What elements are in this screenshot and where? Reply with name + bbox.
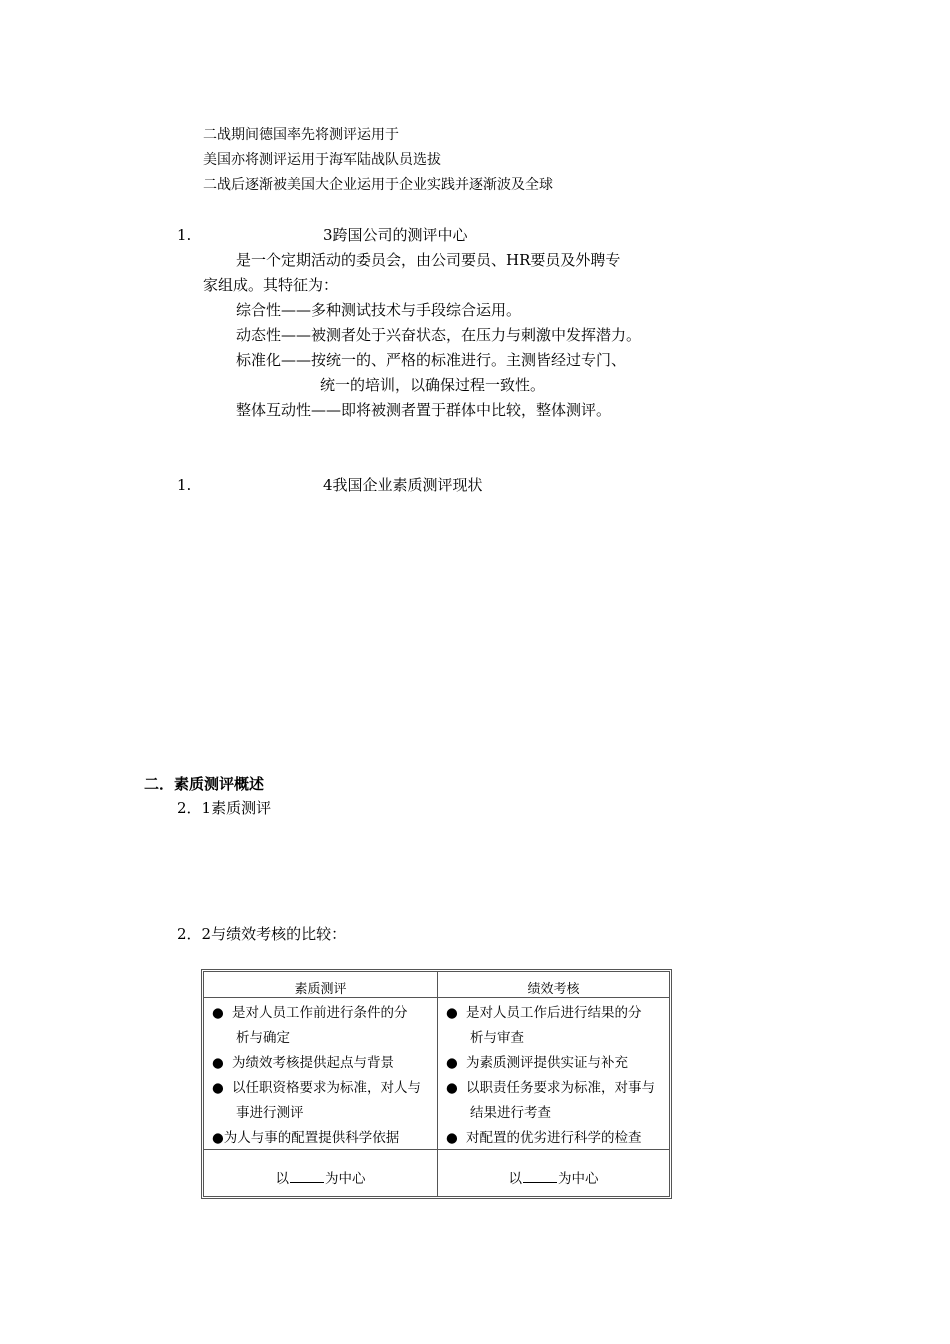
right-row-3 xyxy=(446,1082,655,1096)
left-row-1 xyxy=(212,1007,408,1021)
section-2-heading: 二．素质测评概述 xyxy=(144,775,265,793)
feature-comprehensive: 综合性——多种测试技术与手段综合运用。 xyxy=(236,301,522,319)
left-row-2 xyxy=(212,1057,394,1071)
left-row-3-text: 以任职资格要求为标准，对人与 xyxy=(232,1080,421,1096)
table-footer-divider xyxy=(204,1149,669,1150)
history-line-1: 二战期间德国率先将测评运用于 xyxy=(203,127,399,143)
right-row-2-text: 为素质测评提供实证与补充 xyxy=(466,1055,628,1071)
left-row-2-text: 为绩效考核提供起点与背景 xyxy=(232,1055,394,1071)
section-1-3-number: 1. xyxy=(177,226,192,244)
section-2-2-title: 2．2与绩效考核的比较： xyxy=(177,925,347,943)
left-row-1-text: 是对人员工作前进行条件的分 xyxy=(232,1005,408,1021)
bullet-icon: ● xyxy=(212,1080,224,1096)
bullet-icon: ● xyxy=(212,1005,224,1021)
section-1-4-title: 4我国企业素质测评现状 xyxy=(323,476,483,494)
footer-suffix: 为中心 xyxy=(325,1171,366,1187)
left-row-3-cont: 事进行测评 xyxy=(236,1105,304,1121)
left-row-3 xyxy=(212,1082,421,1096)
bullet-icon: ● xyxy=(446,1080,458,1096)
left-row-4 xyxy=(212,1132,399,1146)
section-2-1-title: 2．1素质测评 xyxy=(177,799,272,817)
table-header-divider xyxy=(204,997,669,998)
bullet-icon: ● xyxy=(212,1130,224,1146)
right-footer-fill-blank xyxy=(437,1167,670,1187)
blank-underline xyxy=(523,1171,557,1183)
right-row-4 xyxy=(446,1132,642,1146)
section-1-3-desc-line-1: 是一个定期活动的委员会，由公司要员、HR要员及外聘专 xyxy=(236,251,621,269)
bullet-icon: ● xyxy=(212,1055,224,1071)
left-row-1-cont: 析与确定 xyxy=(236,1030,290,1046)
feature-standardized-line-1: 标准化——按统一的、严格的标准进行。主测皆经过专门、 xyxy=(236,351,627,369)
left-footer-fill-blank xyxy=(204,1167,437,1187)
feature-dynamic: 动态性——被测者处于兴奋状态，在压力与刺激中发挥潜力。 xyxy=(236,326,642,344)
left-row-4-text: 为人与事的配置提供科学依据 xyxy=(223,1130,400,1146)
comparison-table xyxy=(201,969,672,1199)
section-1-3-title: 3跨国公司的测评中心 xyxy=(323,226,468,244)
right-row-2 xyxy=(446,1057,628,1071)
footer-prefix: 以 xyxy=(275,1171,289,1187)
right-row-3-cont: 结果进行考查 xyxy=(470,1105,551,1121)
bullet-icon: ● xyxy=(446,1055,458,1071)
section-1-4-number: 1. xyxy=(177,476,192,494)
right-row-1-cont: 析与审查 xyxy=(470,1030,524,1046)
right-row-1 xyxy=(446,1007,642,1021)
bullet-icon: ● xyxy=(446,1130,458,1146)
section-1-3-desc-line-2: 家组成。其特征为： xyxy=(203,276,339,294)
footer-prefix: 以 xyxy=(508,1171,522,1187)
feature-standardized-line-2: 统一的培训，以确保过程一致性。 xyxy=(320,376,546,394)
blank-underline xyxy=(290,1171,324,1183)
header-performance-appraisal: 绩效考核 xyxy=(527,982,580,997)
right-row-3-text: 以职责任务要求为标准，对事与 xyxy=(466,1080,655,1096)
header-quality-assessment: 素质测评 xyxy=(294,982,347,997)
right-row-4-text: 对配置的优劣进行科学的检查 xyxy=(466,1130,642,1146)
feature-interactive: 整体互动性——即将被测者置于群体中比较，整体测评。 xyxy=(236,401,612,419)
footer-suffix: 为中心 xyxy=(558,1171,599,1187)
history-line-2: 美国亦将测评运用于海军陆战队员选拔 xyxy=(203,152,441,168)
bullet-icon: ● xyxy=(446,1005,458,1021)
table-column-divider xyxy=(437,972,438,1196)
right-row-1-text: 是对人员工作后进行结果的分 xyxy=(466,1005,642,1021)
history-line-3: 二战后逐渐被美国大企业运用于企业实践并逐渐波及全球 xyxy=(203,177,553,193)
